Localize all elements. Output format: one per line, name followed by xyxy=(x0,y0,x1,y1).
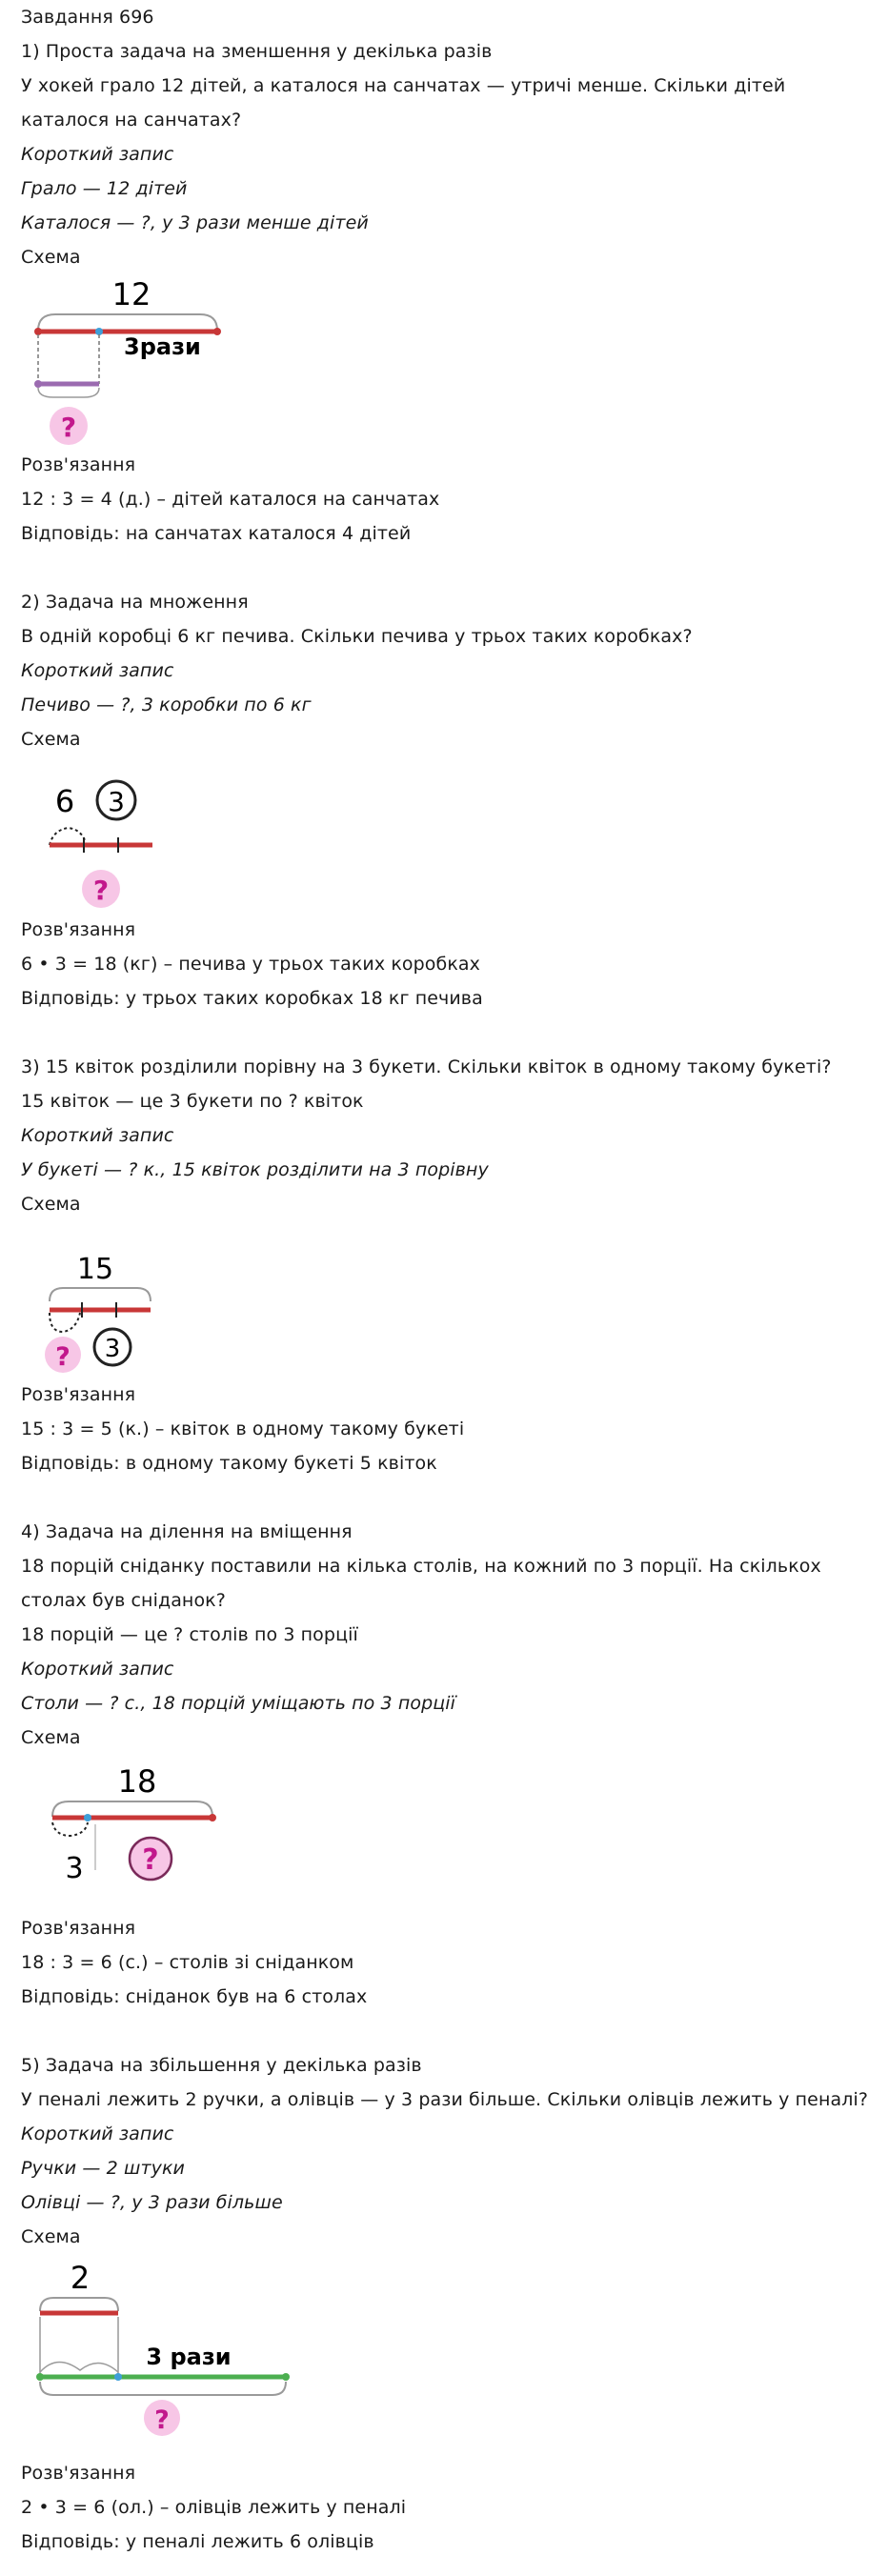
task-1-heading: 1) Проста задача на зменшення у декілька разів xyxy=(21,41,493,62)
task-5-scheme-label: Схема xyxy=(21,2226,81,2247)
task-4-brace xyxy=(52,1801,212,1817)
task-4-heading: 4) Задача на ділення на вміщення xyxy=(21,1521,353,1542)
task-5-scheme-top-label: 2 xyxy=(70,2260,91,2296)
task-3-short-line-1: У букеті — ? к., 15 квіток розділити на 3 порівну xyxy=(21,1159,489,1180)
task-1-short-line-1: Грало — 12 дітей xyxy=(21,178,188,199)
task-3-brace xyxy=(50,1288,151,1301)
task-4-condition: 18 порцій сніданку поставили на кілька столів, на кожний по 3 порції. На скількох столах був сніданок? xyxy=(21,1556,821,1611)
task-3-scheme-top-label: 15 xyxy=(76,1253,114,1286)
task-1-condition: У хокей грало 12 дітей, а каталося на санчатах — утричі менше. Скільки дітей каталося на санчатах? xyxy=(21,75,786,131)
task-3-solution-label: Розв'язання xyxy=(21,1384,136,1405)
task-5-solution: 2 • 3 = 6 (ол.) – олівців лежить у пеналі xyxy=(21,2497,407,2518)
task-4-scheme-left-label: 3 xyxy=(65,1852,84,1885)
task-2-condition: В одній коробці 6 кг печива. Скільки печива у трьох таких коробках? xyxy=(21,626,693,647)
task-5-brace-bottom xyxy=(40,2382,286,2395)
task-4-solution-label: Розв'язання xyxy=(21,1918,136,1939)
task-1-solution-label: Розв'язання xyxy=(21,454,136,475)
task-4-split-point xyxy=(84,1814,91,1821)
task-3-solution: 15 : 3 = 5 (к.) – квіток в одному такому букеті xyxy=(21,1419,465,1439)
task-2-solution: 6 • 3 = 18 (кг) – печива у трьох таких коробках xyxy=(21,954,481,975)
task-2-scheme-top-label: 6 xyxy=(54,783,75,819)
task-1-split-point xyxy=(95,328,103,335)
task-5-heading: 5) Задача на збільшення у декілька разів xyxy=(21,2055,422,2076)
task-5-split-point xyxy=(114,2373,122,2381)
task-2-short-label: Короткий запис xyxy=(21,660,174,681)
task-4-extra: 18 порцій — це ? столів по 3 порції xyxy=(21,1624,358,1645)
task-5-short-line-2: Олівці — ?, у 3 рази більше xyxy=(21,2192,283,2213)
task-2-heading: 2) Задача на множення xyxy=(21,592,249,613)
task-4-question: ? xyxy=(142,1843,159,1877)
task-4-scheme-top-label: 18 xyxy=(117,1763,157,1800)
task-3-heading: 3) 15 квіток розділили порівну на 3 букети. Скільки квіток в одному такому букеті? xyxy=(21,1057,832,1077)
page-title: Завдання 696 xyxy=(21,7,154,28)
task-2-solution-label: Розв'язання xyxy=(21,919,136,940)
task-4-short-label: Короткий запис xyxy=(21,1659,174,1680)
task-5-scheme xyxy=(0,2258,324,2439)
task-3-scheme-label: Схема xyxy=(21,1194,81,1215)
task-5-brace-top xyxy=(40,2298,118,2311)
task-4-scheme-label: Схема xyxy=(21,1727,81,1748)
task-5-question: ? xyxy=(154,2405,170,2435)
task-3-short-label: Короткий запис xyxy=(21,1125,174,1146)
task-2-question: ? xyxy=(92,875,110,906)
task-5-scheme-note: 3 рази xyxy=(146,2344,232,2370)
task-3-extra: 15 квіток — це 3 букети по ? квіток xyxy=(21,1091,364,1112)
task-1-scheme xyxy=(0,272,267,462)
task-5-condition: У пеналі лежить 2 ручки, а олівців — у 3 рази більше. Скільки олівців лежить у пеналі? xyxy=(21,2089,869,2110)
task-5-answer: Відповідь: у пеналі лежить 6 олівців xyxy=(21,2531,374,2552)
task-1-scheme-note: 3рази xyxy=(124,333,201,360)
task-5-short-line-1: Ручки — 2 штуки xyxy=(21,2158,185,2179)
task-3-question: ? xyxy=(55,1342,71,1372)
task-2-answer: Відповідь: у трьох таких коробках 18 кг печива xyxy=(21,988,483,1009)
task-5-short-label: Короткий запис xyxy=(21,2123,174,2144)
task-1-answer: Відповідь: на санчатах каталося 4 дітей xyxy=(21,523,412,544)
task-5-solution-label: Розв'язання xyxy=(21,2463,136,2484)
task-4-answer: Відповідь: сніданок був на 6 столах xyxy=(21,1986,368,2007)
task-3-scheme xyxy=(0,1248,210,1391)
task-3-scheme-circle-label: 3 xyxy=(104,1335,121,1363)
task-4-short-line-1: Столи — ? с., 18 порцій уміщають по 3 порції xyxy=(21,1693,456,1714)
task-2-short-line-1: Печиво — ?, 3 коробки по 6 кг xyxy=(21,694,312,715)
task-2-scheme-circle-label: 3 xyxy=(108,786,125,817)
task-1-scheme-top-label: 12 xyxy=(111,276,151,312)
task-4-scheme xyxy=(0,1758,248,1910)
task-2-scheme-label: Схема xyxy=(21,729,81,750)
task-3-answer: Відповідь: в одному такому букеті 5 квіток xyxy=(21,1453,437,1474)
task-1-brace xyxy=(38,314,217,331)
task-1-short-line-2: Каталося — ?, у 3 рази менше дітей xyxy=(21,212,369,233)
task-1-question: ? xyxy=(60,412,77,443)
task-1-scheme-label: Схема xyxy=(21,247,81,268)
task-4-solution: 18 : 3 = 6 (с.) – столів зі сніданком xyxy=(21,1952,354,1973)
task-2-scheme xyxy=(0,776,210,919)
task-1-solution: 12 : 3 = 4 (д.) – дітей каталося на санчатах xyxy=(21,489,440,510)
task-1-short-label: Короткий запис xyxy=(21,144,174,165)
